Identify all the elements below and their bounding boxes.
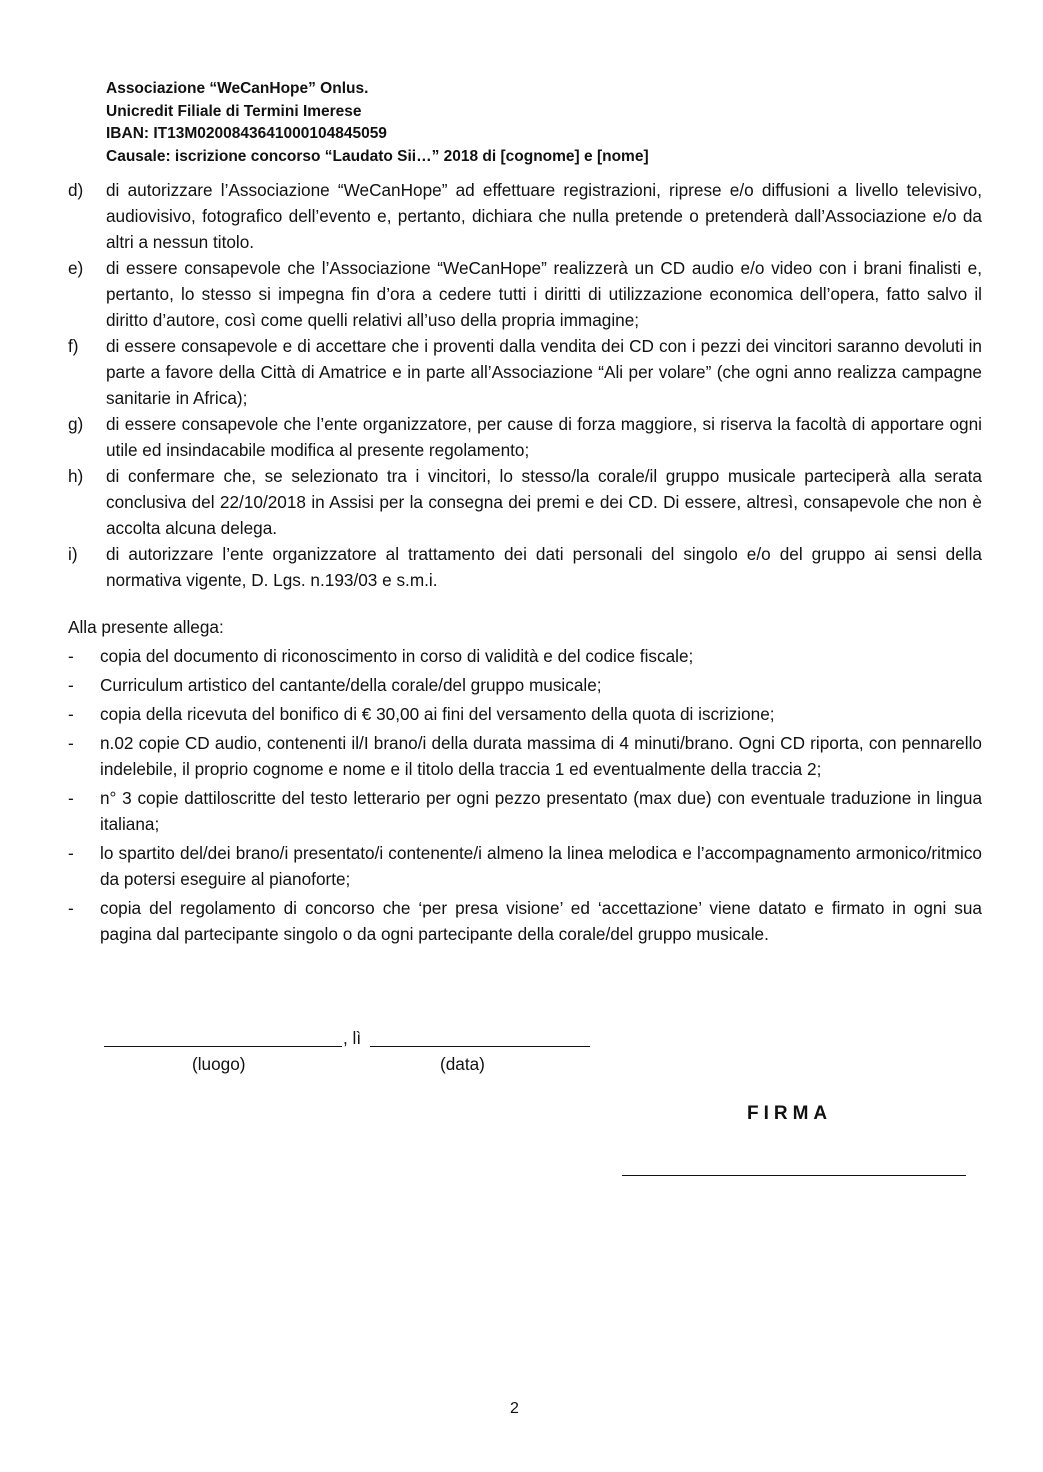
attachment-text: lo spartito del/dei brano/i presentato/i contenente/i almeno la linea melodica e l’accompagnamento armonico/ritmico da potersi eseguire al pianoforte;	[100, 843, 982, 889]
bullet-dash: -	[68, 898, 74, 918]
iban: IBAN: IT13M0200843641000104845059	[106, 125, 387, 142]
attachment-text: copia del regolamento di concorso che ‘per presa visione’ ed ‘accettazione’ viene datato e firmato in ogni sua pagina dal partecipante singolo o da ogni partecipante della corale/del gruppo musicale.	[100, 898, 982, 944]
clause-text: di autorizzare l’ente organizzatore al trattamento dei dati personali del singolo e/o del gruppo ai sensi della normativa vigente, D. Lgs. n.193/03 e s.m.i.	[106, 544, 982, 590]
attachment-text: Curriculum artistico del cantante/della corale/del gruppo musicale;	[100, 675, 602, 695]
bullet-dash: -	[68, 646, 74, 666]
attachments-section	[68, 614, 982, 950]
clause-letter: f)	[68, 336, 79, 356]
attachments-title: Alla presente allega:	[68, 617, 224, 637]
clause-text: di confermare che, se selezionato tra i vincitori, lo stesso/la corale/il gruppo musicale parteciperà alla serata conclusiva del 22/10/2018 in Assisi per la consegna dei premi e dei CD. Di essere, altresì, consapevole che non è accolta alcuna delega.	[106, 466, 982, 538]
clause-text: di autorizzare l’Associazione “WeCanHope” ad effettuare registrazioni, riprese e/o diffusioni a livello televisivo, audiovisivo, fotografico dell’evento e, pertanto, dichiara che nulla pretende o pretenderà dall’Associazione e/o da altri a nessun titolo.	[106, 180, 982, 252]
bullet-dash: -	[68, 843, 74, 863]
clause-h	[68, 463, 982, 541]
attachment-item	[68, 785, 982, 837]
declaration-clauses	[68, 177, 982, 593]
clause-d	[68, 177, 982, 255]
clause-letter: h)	[68, 466, 84, 486]
clause-text: di essere consapevole che l’ente organizzatore, per cause di forza maggiore, si riserva la facoltà di apportare ogni utile ed insindacabile modifica al presente regolamento;	[106, 414, 982, 460]
place-line	[104, 1046, 342, 1047]
attachment-item	[68, 643, 982, 669]
bullet-dash: -	[68, 788, 74, 808]
bullet-dash: -	[68, 733, 74, 753]
signature-title: FIRMA	[747, 1103, 833, 1124]
clause-f	[68, 333, 982, 411]
bullet-dash: -	[68, 704, 74, 724]
payment-reason: Causale: iscrizione concorso “Laudato Sii…” 2018 di [cognome] e [nome]	[106, 147, 649, 165]
attachment-item	[68, 840, 982, 892]
place-date-separator: , lì	[343, 1028, 362, 1048]
attachment-item	[68, 672, 982, 698]
date-line	[370, 1046, 590, 1047]
bullet-dash: -	[68, 675, 74, 695]
clause-letter: d)	[68, 180, 84, 200]
attachment-text: n° 3 copie dattiloscritte del testo letterario per ogni pezzo presentato (max due) con eventuale traduzione in lingua italiana;	[100, 788, 982, 834]
bank-details	[106, 78, 649, 168]
signature-line	[622, 1175, 966, 1176]
attachment-text: copia della ricevuta del bonifico di € 30,00 ai fini del versamento della quota di iscrizione;	[100, 704, 775, 724]
attachment-text: copia del documento di riconoscimento in corso di validità e del codice fiscale;	[100, 646, 694, 666]
page-number: 2	[510, 1400, 519, 1417]
attachment-text: n.02 copie CD audio, contenenti il/I brano/i della durata massima di 4 minuti/brano. Ogni CD riporta, con pennarello indelebile, il proprio cognome e nome e il titolo della traccia 1 ed eventualmente della traccia 2;	[100, 733, 982, 779]
place-label: (luogo)	[192, 1054, 246, 1074]
association-name: Associazione “WeCanHope” Onlus.	[106, 80, 369, 97]
attachment-item	[68, 701, 982, 727]
clause-text: di essere consapevole che l’Associazione “WeCanHope” realizzerà un CD audio e/o video con i brani finalisti e, pertanto, lo stesso si impegna fin d’ora a cedere tutti i diritti di utilizzazione economica dell’opera, fatto salvo il diritto d’autore, così come quelli relativi all’uso della propria immagine;	[106, 258, 982, 330]
clause-e	[68, 255, 982, 333]
clause-letter: g)	[68, 414, 84, 434]
attachment-item	[68, 730, 982, 782]
bank-branch: Unicredit Filiale di Termini Imerese	[106, 102, 362, 120]
clause-i	[68, 541, 982, 593]
date-label: (data)	[440, 1054, 485, 1074]
clause-letter: e)	[68, 258, 84, 278]
clause-text: di essere consapevole e di accettare che i proventi dalla vendita dei CD con i pezzi dei vincitori saranno devoluti in parte a favore della Città di Amatrice e in parte all’Associazione “Ali per volare” (che ogni anno realizza campagne sanitarie in Africa);	[106, 336, 982, 408]
attachment-item	[68, 895, 982, 947]
clause-g	[68, 411, 982, 463]
clause-letter: i)	[68, 544, 78, 564]
